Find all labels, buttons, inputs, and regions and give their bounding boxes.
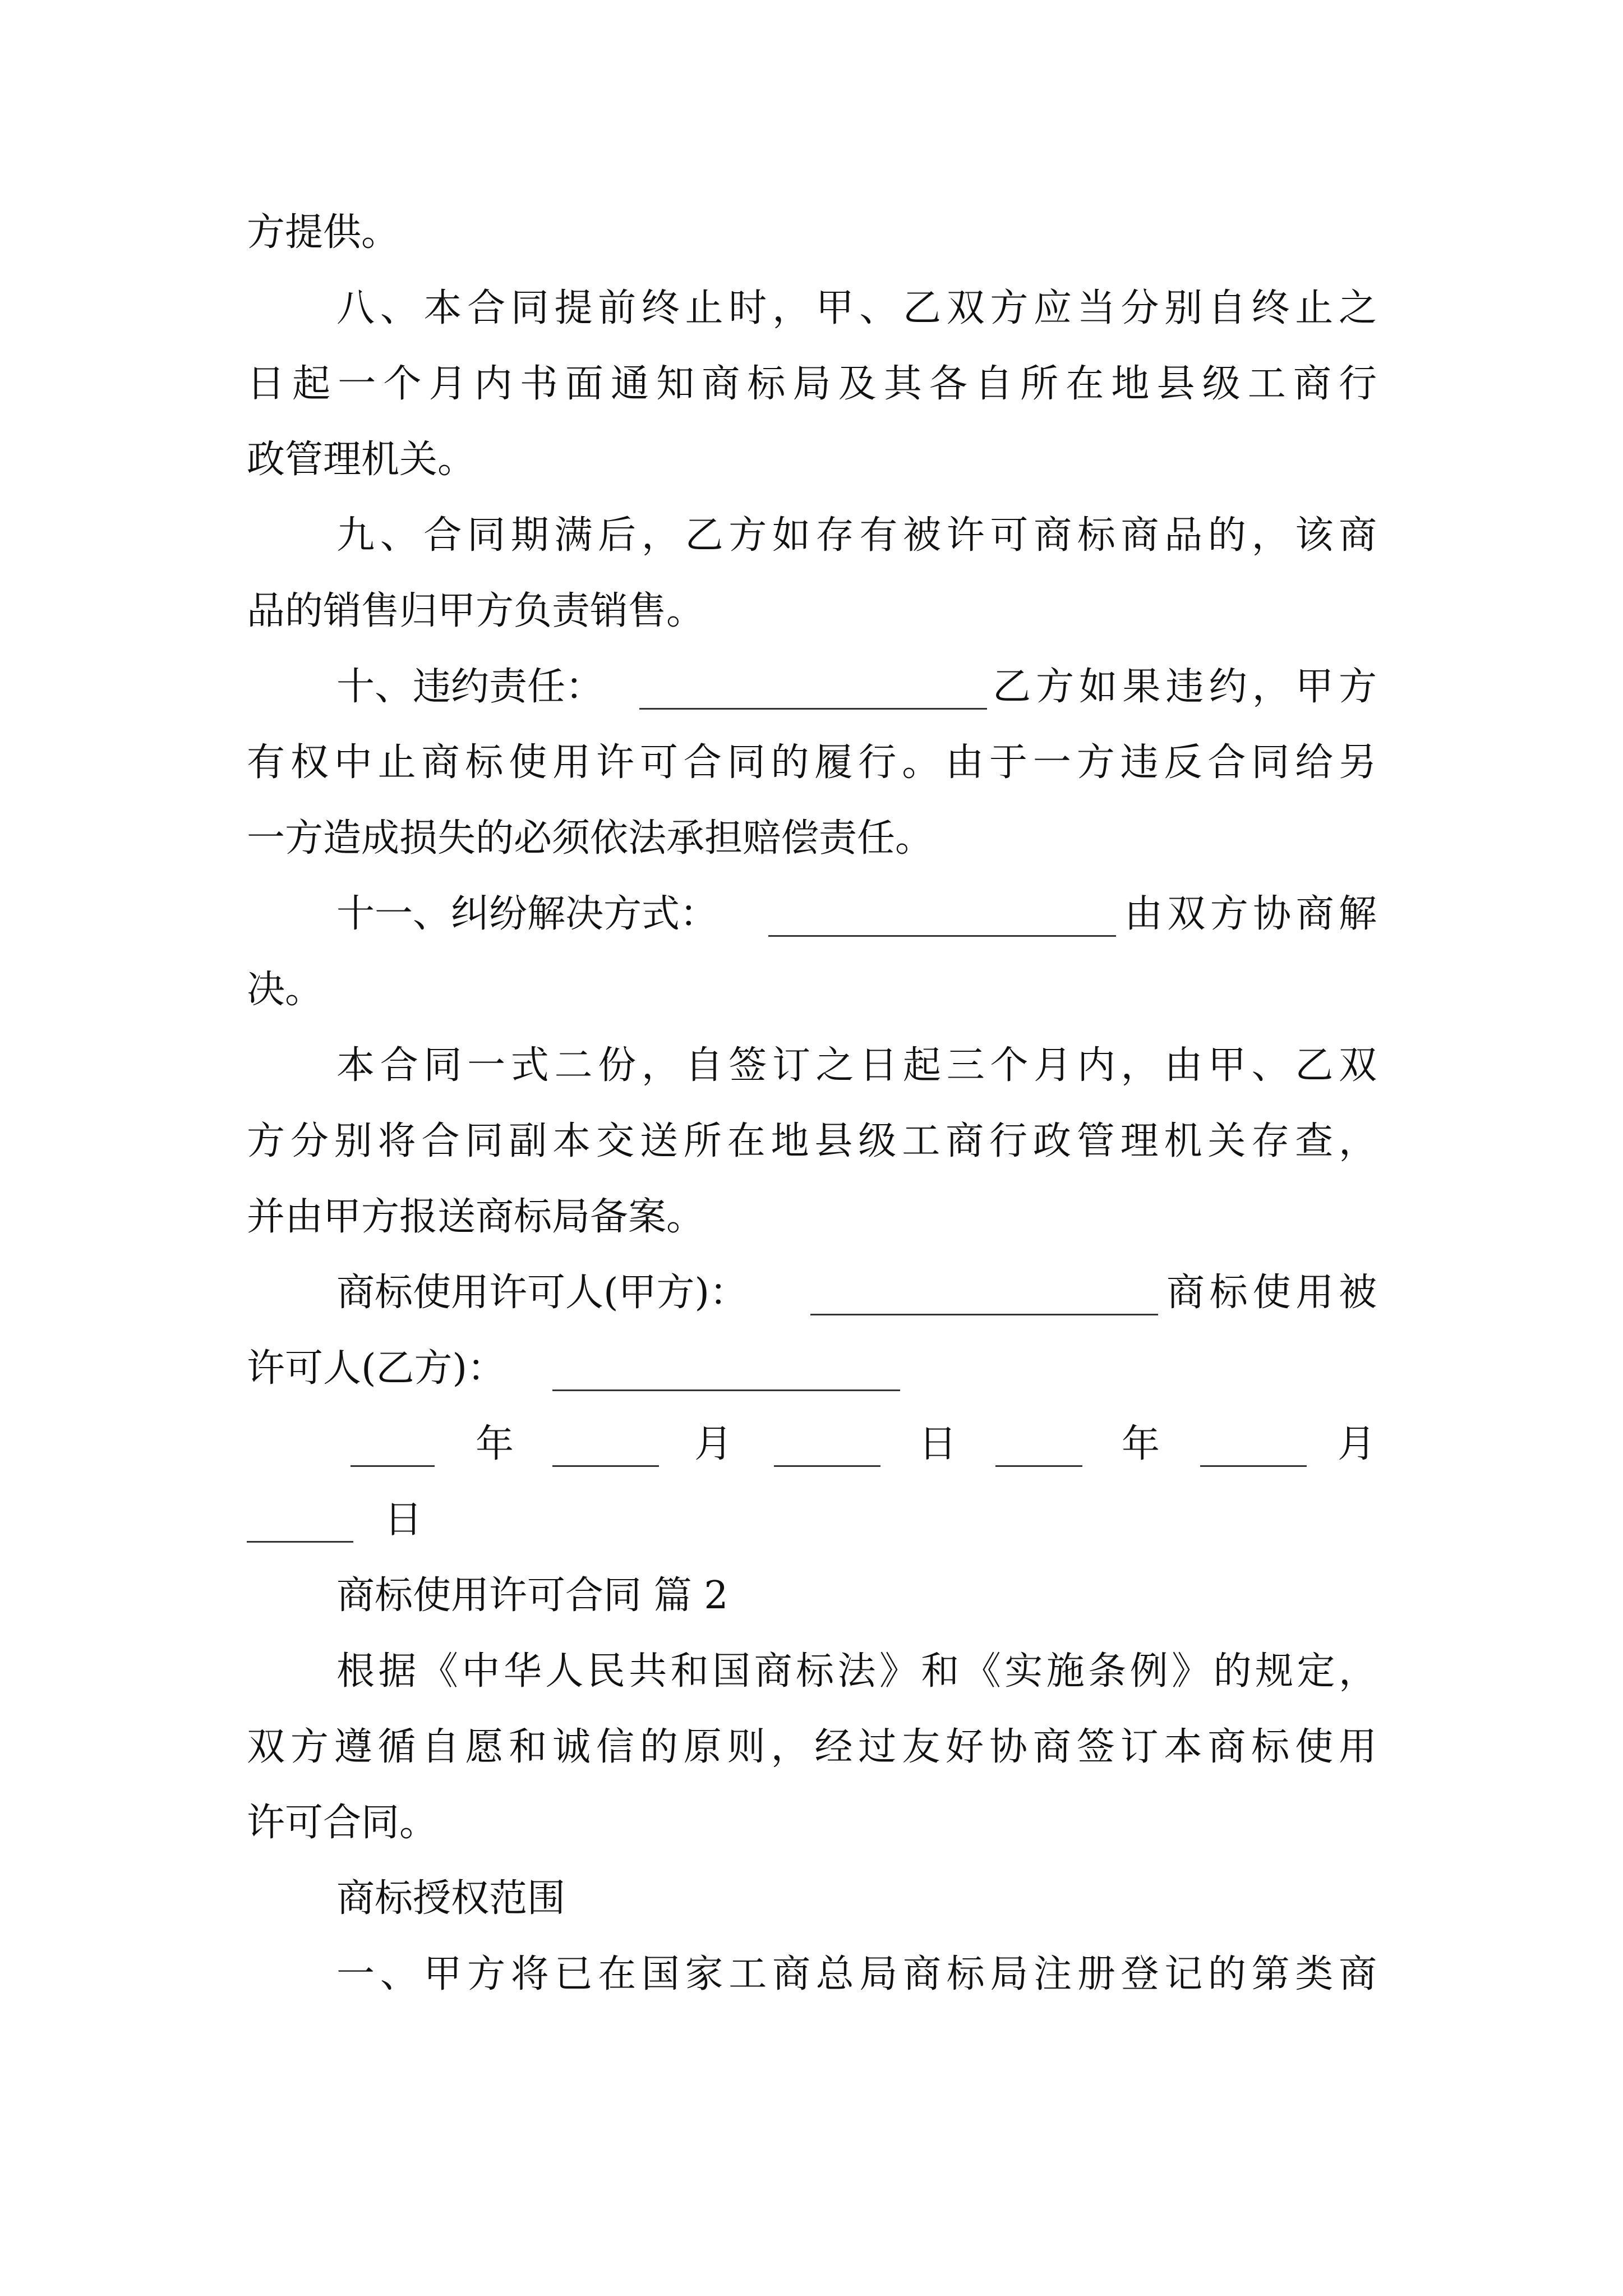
- text-line-10a: 十一、纠纷解决方式：: [336, 892, 718, 936]
- date-day-2: 日: [384, 1498, 423, 1542]
- text-line-10b: 由双方协商解: [1124, 892, 1377, 936]
- fill-blank-breach[interactable]: [639, 668, 987, 710]
- fill-blank-year-2[interactable]: [995, 1425, 1082, 1467]
- text-line-2: 八、本合同提前终止时，甲、乙双方应当分别自终止之: [336, 286, 1377, 330]
- fill-blank-day-1[interactable]: [774, 1425, 880, 1467]
- section-heading-scope: 商标授权范围: [336, 1876, 566, 1921]
- text-line-1: 方提供。: [247, 210, 400, 255]
- fill-blank-month-1[interactable]: [552, 1425, 659, 1467]
- text-line-13: 方分别将合同副本交送所在地县级工商行政管理机关存查，: [247, 1119, 1377, 1163]
- fill-blank-month-2[interactable]: [1200, 1425, 1307, 1467]
- text-line-9: 一方造成损失的必须依法承担赔偿责任。: [247, 816, 934, 861]
- text-line-21: 双方遵循自愿和诚信的原则，经过友好协商签订本商标使用: [247, 1725, 1377, 1769]
- text-line-12: 本合同一式二份，自签订之日起三个月内，由甲、乙双: [336, 1043, 1377, 1088]
- date-day-1: 日: [919, 1422, 957, 1466]
- fill-blank-licensee[interactable]: [552, 1349, 900, 1391]
- section-heading-part-2: 商标使用许可合同 篇 2: [336, 1573, 728, 1618]
- text-line-16a: 许可人(乙方)：: [247, 1346, 506, 1391]
- text-line-14: 并由甲方报送商标局备案。: [247, 1195, 705, 1239]
- text-line-4: 政管理机关。: [247, 438, 476, 482]
- text-line-20: 根据《中华人民共和国商标法》和《实施条例》的规定，: [336, 1649, 1377, 1694]
- text-line-11: 决。: [247, 968, 324, 1012]
- text-line-6: 品的销售归甲方负责销售。: [247, 589, 705, 633]
- text-line-5: 九、合同期满后，乙方如存有被许可商标商品的，该商: [336, 513, 1377, 558]
- text-line-7b: 乙方如果违约，甲方: [993, 665, 1377, 709]
- text-line-3: 日起一个月内书面通知商标局及其各自所在地县级工商行: [247, 362, 1377, 406]
- fill-blank-day-2[interactable]: [247, 1501, 353, 1543]
- text-line-24: 一、甲方将已在国家工商总局商标局注册登记的第类商: [336, 1952, 1377, 1996]
- date-month-1: 月: [694, 1422, 733, 1466]
- date-year-2: 年: [1122, 1422, 1160, 1466]
- fill-blank-licensor[interactable]: [810, 1273, 1158, 1315]
- text-line-7a: 十、违约责任：: [336, 665, 604, 709]
- date-month-2: 月: [1338, 1422, 1376, 1466]
- text-line-22: 许可合同。: [247, 1801, 438, 1845]
- date-year-1: 年: [476, 1422, 514, 1466]
- text-line-15b: 商标使用被: [1166, 1271, 1377, 1315]
- fill-blank-year-1[interactable]: [351, 1425, 435, 1467]
- text-line-8: 有权中止商标使用许可合同的履行。由于一方违反合同给另: [247, 740, 1377, 785]
- fill-blank-dispute[interactable]: [768, 895, 1116, 937]
- text-line-15a: 商标使用许可人(甲方)：: [336, 1271, 748, 1315]
